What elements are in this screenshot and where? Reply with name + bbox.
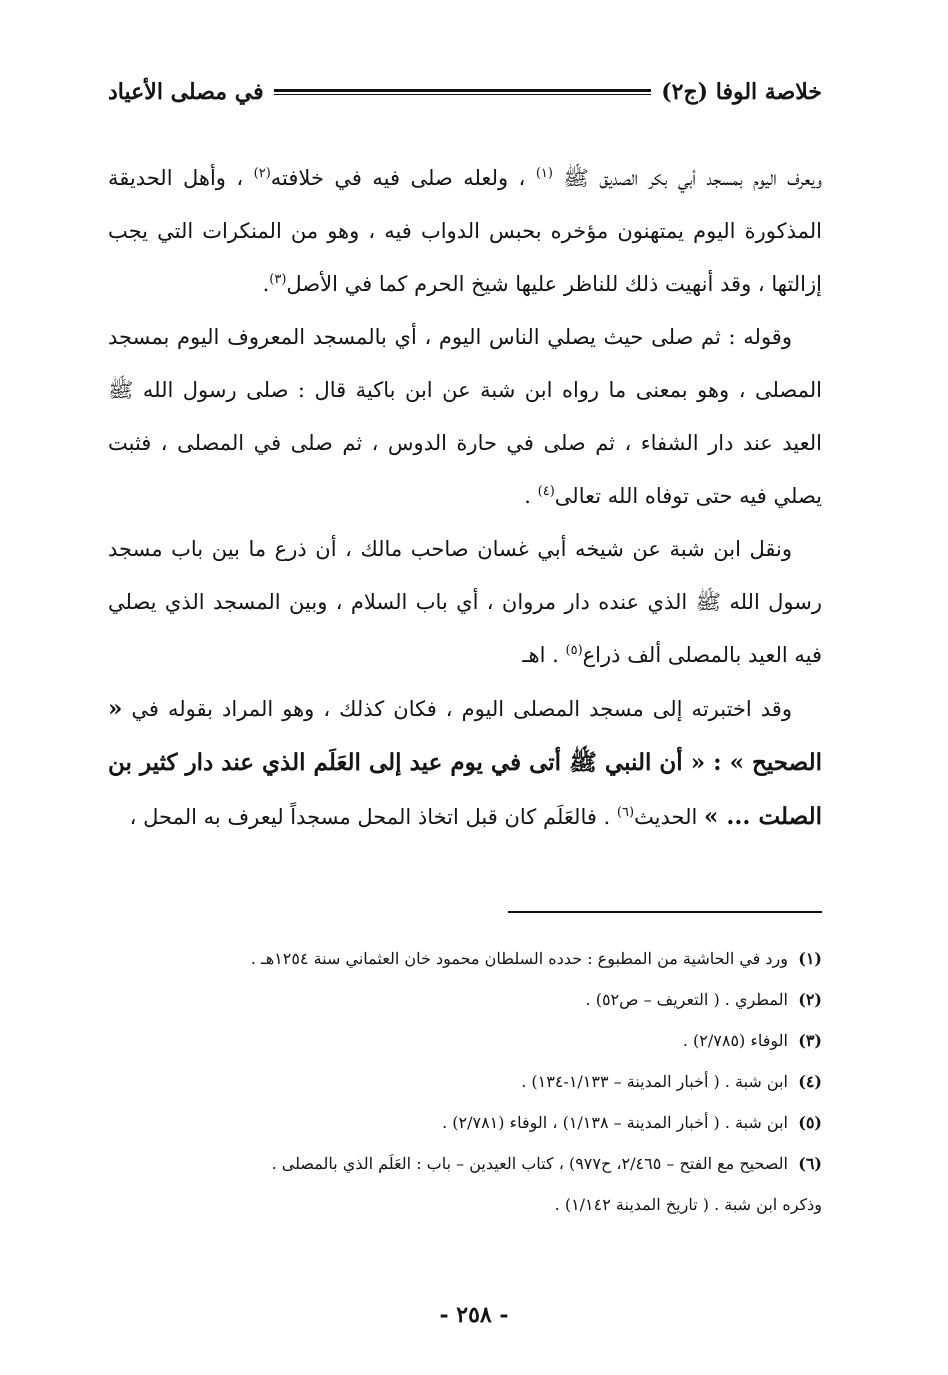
footnote-number: (٥) — [798, 1113, 822, 1132]
book-title: خلاصة الوفا (ج٢) — [661, 79, 822, 105]
p4-text-c: . فالعَلَم كان قبل اتخاذ المحل مسجداً ليعرف به المحل ، — [129, 805, 611, 829]
footnote-ref-2: (٢) — [253, 166, 271, 181]
footnote-number: (١) — [798, 949, 822, 968]
page-number: - ٢٥٨ - — [439, 1302, 509, 1328]
footnote-ref-4: (٤) — [537, 484, 555, 499]
footnote-separator — [508, 911, 822, 913]
hadith-quote: « الصحيح » : « أن النبي ﷺ أتى في يوم عيد إلى العَلَم الذي عند دار كثير بن الصلت ... » — [108, 695, 822, 830]
paragraph-1 — [108, 152, 822, 311]
footnote-ref-5: (٥) — [565, 643, 583, 658]
footnote-number: (٦) — [798, 1154, 822, 1173]
p3-text-a: ونقل ابن شبة عن شيخه أبي غسان صاحب مالك ، أن ذرع ما بين باب مسجد رسول الله ﷺ الذي عنده دار مروان ، أي باب السلام ، وبين المسجد الذي يصلي فيه العيد بالمصلى ألف ذراع — [108, 537, 822, 667]
p2-text-b: . — [524, 484, 531, 508]
p2-text-a: وقوله : ثم صلى حيث يصلي الناس اليوم ، أي بالمسجد المعروف اليوم بمسجد المصلى ، وهو بمعنى ما رواه ابن شبة عن ابن باكية قال : صلى رسول الله ﷺ العيد عند دار الشفاء ، ثم صلى في حارة الدوس ، ثم صلى في المصلى ، فثبت يصلي فيه حتى توفاه الله تعالى — [108, 325, 822, 508]
footnote-ref-6: (٦) — [616, 805, 635, 820]
footnote-item — [108, 938, 822, 979]
footnote-item — [108, 979, 822, 1020]
p3-text-b: . اهـ — [522, 643, 559, 667]
p4-text-a: وقد اختبرته إلى مسجد المصلى اليوم ، فكان كذلك ، وهو المراد بقوله في — [131, 697, 792, 721]
footnote-continuation-text: وذكره ابن شبة . ( تاريخ المدينة ١/١٤٢) . — [554, 1195, 822, 1214]
p1-text-c: ، وأهل الحديقة المذكورة اليوم يمتهنون مؤخره بحبس الدواب فيه ، وهو من المنكرات التي يجب إزالتها ، وقد أنهيت ذلك للناظر عليها شيخ الحرم كما في الأصل — [108, 166, 822, 296]
footnote-ref-3: (٣) — [269, 272, 287, 287]
p4-text-b: الحديث — [634, 805, 698, 829]
p1-text-b: ، ولعله صلى فيه في خلافته — [270, 166, 526, 190]
footnote-text: ورد في الحاشية من المطبوع : حدده السلطان محمود خان العثماني سنة ١٢٥٤هـ . — [250, 949, 788, 968]
footnote-number: (٢) — [798, 990, 822, 1009]
footnote-text: ابن شبة . ( أخبار المدينة – ١/١٣٨) ، الوفاء (٢/٧٨١) . — [442, 1113, 788, 1132]
footnotes — [108, 938, 822, 1225]
paragraph-2 — [108, 311, 822, 523]
p1-text-d: . — [262, 272, 270, 296]
paragraph-4 — [108, 682, 822, 844]
header-rule — [274, 89, 652, 95]
footnote-text: الصحيح مع الفتح – ٢/٤٦٥، ح٩٧٧) ، كتاب العيدين – باب : العَلَم الذي بالمصلى . — [271, 1154, 788, 1173]
footnote-item — [108, 1143, 822, 1184]
footnote-text: الوفاء (٢/٧٨٥) . — [682, 1031, 788, 1050]
footnote-continuation — [108, 1184, 822, 1225]
footnote-number: (٣) — [798, 1031, 822, 1050]
chapter-title: في مصلى الأعياد — [108, 79, 264, 105]
running-header — [108, 72, 822, 112]
paragraph-3 — [108, 523, 822, 682]
p1-text-a: ويعرف اليوم بمسجد أبي بكر الصديق ﷺ — [563, 166, 823, 190]
footnote-text: المطري . ( التعريف – ص٥٢) . — [585, 990, 788, 1009]
footnote-item — [108, 1061, 822, 1102]
footnote-item — [108, 1020, 822, 1061]
footnote-number: (٤) — [798, 1072, 822, 1091]
main-text — [108, 152, 822, 844]
footnote-text: ابن شبة . ( أخبار المدينة – ١/١٣٣-١٣٤) . — [521, 1072, 788, 1091]
footnote-ref-1: (١) — [535, 166, 553, 181]
footnote-item — [108, 1102, 822, 1143]
